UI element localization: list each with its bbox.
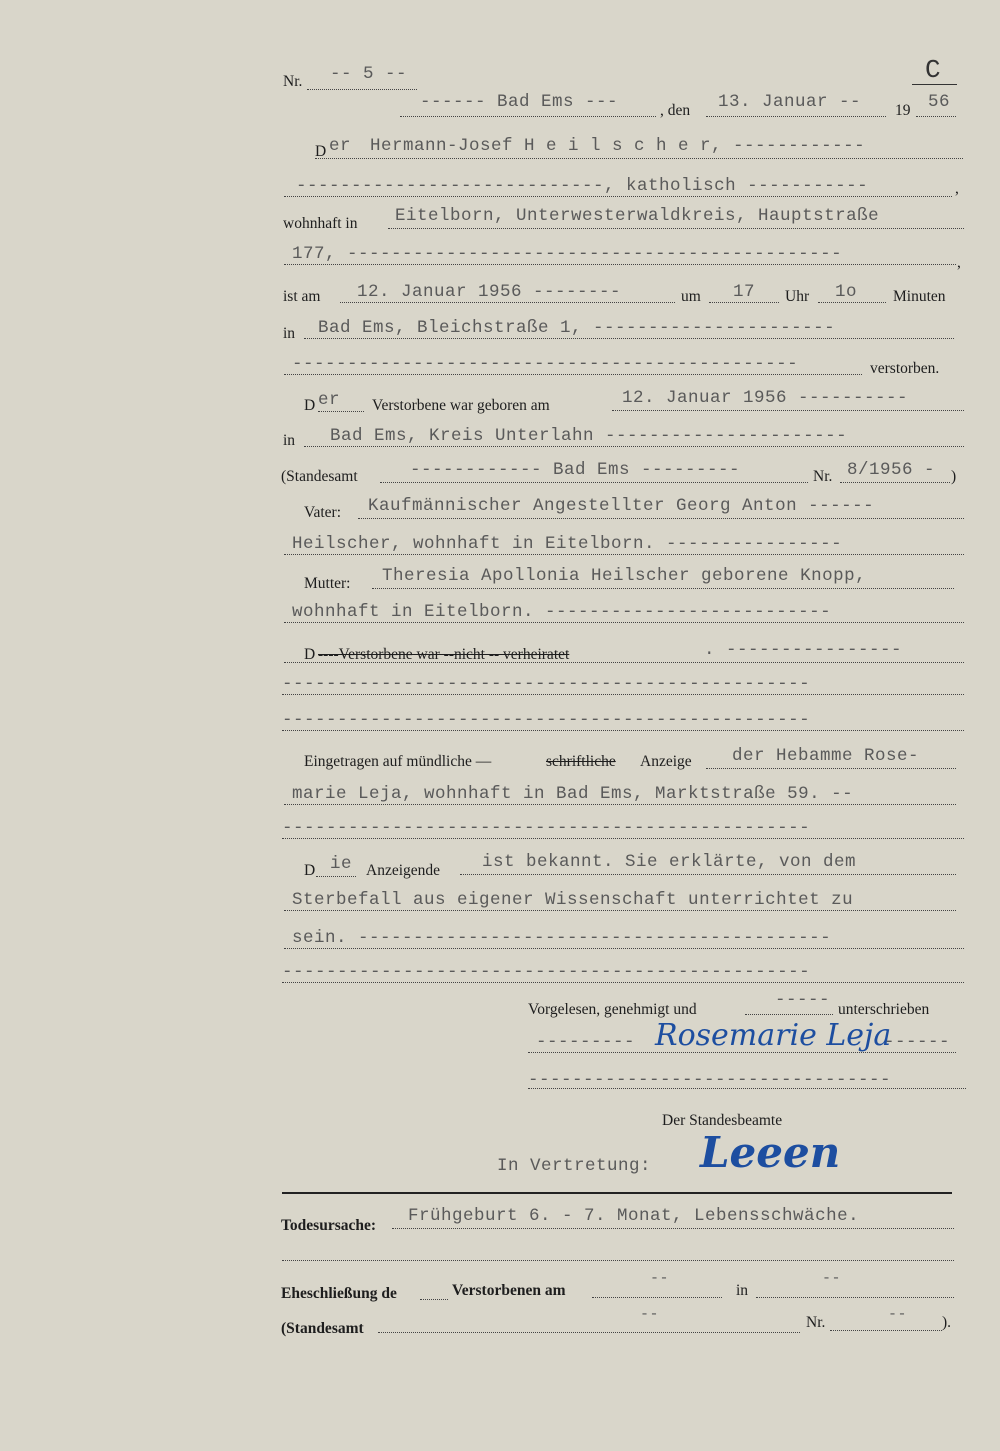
close-paren: ) xyxy=(951,468,957,485)
unterschrieben-label: unterschrieben xyxy=(838,1001,930,1018)
witness-signature: Rosemarie Leja xyxy=(655,1018,892,1053)
nr-label: Nr. xyxy=(283,73,303,90)
ehe-close: ). xyxy=(942,1314,952,1331)
den-label: , den xyxy=(660,102,691,119)
entry-number: -- 5 -- xyxy=(330,64,408,84)
die-suffix: ie xyxy=(330,854,353,874)
der-prefix: D xyxy=(315,143,327,160)
mutter-label: Mutter: xyxy=(304,575,351,592)
marital-dashes: . ---------------- xyxy=(704,640,903,660)
vater-label: Vater: xyxy=(304,504,342,521)
statement-line-2: Sterbefall aus eigener Wissenschaft unterrichtet zu xyxy=(292,890,854,910)
dash-line-2: ------------------------------------------------ xyxy=(282,710,811,730)
dash-line-1: ------------------------------------------------ xyxy=(282,674,811,694)
der-suffix: er xyxy=(329,136,352,156)
dash-line-3: ------------------------------------------------ xyxy=(282,818,811,838)
ist-am-label: ist am xyxy=(283,288,321,305)
uhr-label: Uhr xyxy=(785,288,810,305)
eingetragen-label: Eingetragen auf mündliche — xyxy=(304,753,492,770)
death-place: Bad Ems, Bleichstraße 1, ---------------------- xyxy=(318,318,836,338)
ehe-in-label: in xyxy=(736,1282,749,1299)
ehe-standesamt-label: (Standesamt xyxy=(281,1320,364,1337)
register-letter: C xyxy=(925,55,942,85)
marital-struck-text: ----Verstorbene war --nicht -- verheiratet xyxy=(318,646,570,663)
registry-place: ------ Bad Ems --- xyxy=(420,92,619,112)
birth-register-nr: 8/1956 - xyxy=(847,460,936,480)
section-divider xyxy=(282,1192,952,1194)
comma: , xyxy=(957,254,961,271)
in-label: in xyxy=(283,325,296,342)
dash-line-4: ------------------------------------------------ xyxy=(282,962,811,982)
death-hour: 17 xyxy=(733,282,756,302)
cause-of-death: Frühgeburt 6. - 7. Monat, Lebensschwäche. xyxy=(408,1206,860,1226)
die-prefix: D xyxy=(304,862,316,879)
standesbeamte-label: Der Standesbeamte xyxy=(662,1112,783,1129)
geboren-label: Verstorbene war geboren am xyxy=(372,397,550,414)
todesursache-label: Todesursache: xyxy=(281,1217,377,1234)
year-prefix: 19 xyxy=(895,102,911,119)
standesamt-value: ------------ Bad Ems --------- xyxy=(410,460,741,480)
der2-prefix: D xyxy=(304,397,316,414)
address-line-1: Eitelborn, Unterwesterwaldkreis, Hauptstraße xyxy=(395,206,880,226)
marital-d: D xyxy=(304,646,316,663)
filler-line: ---------------------------------------------- xyxy=(292,354,799,374)
death-date: 12. Januar 1956 -------- xyxy=(357,282,622,302)
statement-line-3: sein. ------------------------------------------- xyxy=(292,928,832,948)
standesamt-label: (Standesamt xyxy=(281,468,358,485)
mother-line-1: Theresia Apollonia Heilscher geborene Knopp, xyxy=(382,566,867,586)
schriftliche-struck: schriftliche xyxy=(546,753,616,770)
ehe-nr-value: -- xyxy=(888,1306,908,1323)
nr2-label: Nr. xyxy=(813,468,833,485)
informant-line-1: der Hebamme Rose- xyxy=(732,746,920,766)
sig-line-2: --------------------------------- xyxy=(528,1070,892,1090)
birth-place: Bad Ems, Kreis Unterlahn ---------------------- xyxy=(330,426,848,446)
death-minutes: 1o xyxy=(835,282,858,302)
ehe-nr-label: Nr. xyxy=(806,1314,826,1331)
minuten-label: Minuten xyxy=(893,288,946,305)
father-line-2: Heilscher, wohnhaft in Eitelborn. ---------------- xyxy=(292,534,843,554)
in2-label: in xyxy=(283,432,296,449)
comma: , xyxy=(955,180,959,197)
sig-dashes-right: ------ xyxy=(884,1032,951,1052)
wohnhaft-label: wohnhaft in xyxy=(283,215,358,232)
ehe-am-value: -- xyxy=(650,1270,670,1287)
um-label: um xyxy=(681,288,701,305)
statement-line-1: ist bekannt. Sie erklärte, von dem xyxy=(482,852,857,872)
deceased-name: Hermann-Josef H e i l s c h e r, ------------ xyxy=(370,136,866,156)
anzeige-label: Anzeige xyxy=(640,753,692,770)
religion-line: ----------------------------, katholisch ----------- xyxy=(296,176,869,196)
address-line-2: 177, --------------------------------------------- xyxy=(292,244,843,264)
der2-suffix: er xyxy=(318,390,341,410)
ehe-label: Eheschließung de xyxy=(281,1285,397,1302)
ehe-standesamt-value: -- xyxy=(640,1306,660,1323)
vertretung-label: In Vertretung: xyxy=(497,1156,652,1176)
informant-line-2: marie Leja, wohnhaft in Bad Ems, Marktstraße 59. -- xyxy=(292,784,854,804)
vorgelesen-label: Vorgelesen, genehmigt und xyxy=(528,1001,697,1018)
official-signature: Leeen xyxy=(700,1128,841,1177)
father-line-1: Kaufmännischer Angestellter Georg Anton ------ xyxy=(368,496,875,516)
verstorben-label: verstorben. xyxy=(870,360,940,377)
vorgelesen-value: ----- xyxy=(775,990,831,1010)
sig-dashes-left: --------- xyxy=(536,1032,636,1052)
ehe-in-value: -- xyxy=(822,1270,842,1287)
mother-line-2: wohnhaft in Eitelborn. -------------------------- xyxy=(292,602,832,622)
anzeigende-label: Anzeigende xyxy=(366,862,441,879)
birth-date: 12. Januar 1956 ---------- xyxy=(622,388,909,408)
ehe-verstorbenen-label: Verstorbenen am xyxy=(452,1282,566,1299)
year-suffix: 56 xyxy=(928,92,951,112)
registry-date: 13. Januar -- xyxy=(718,92,862,112)
